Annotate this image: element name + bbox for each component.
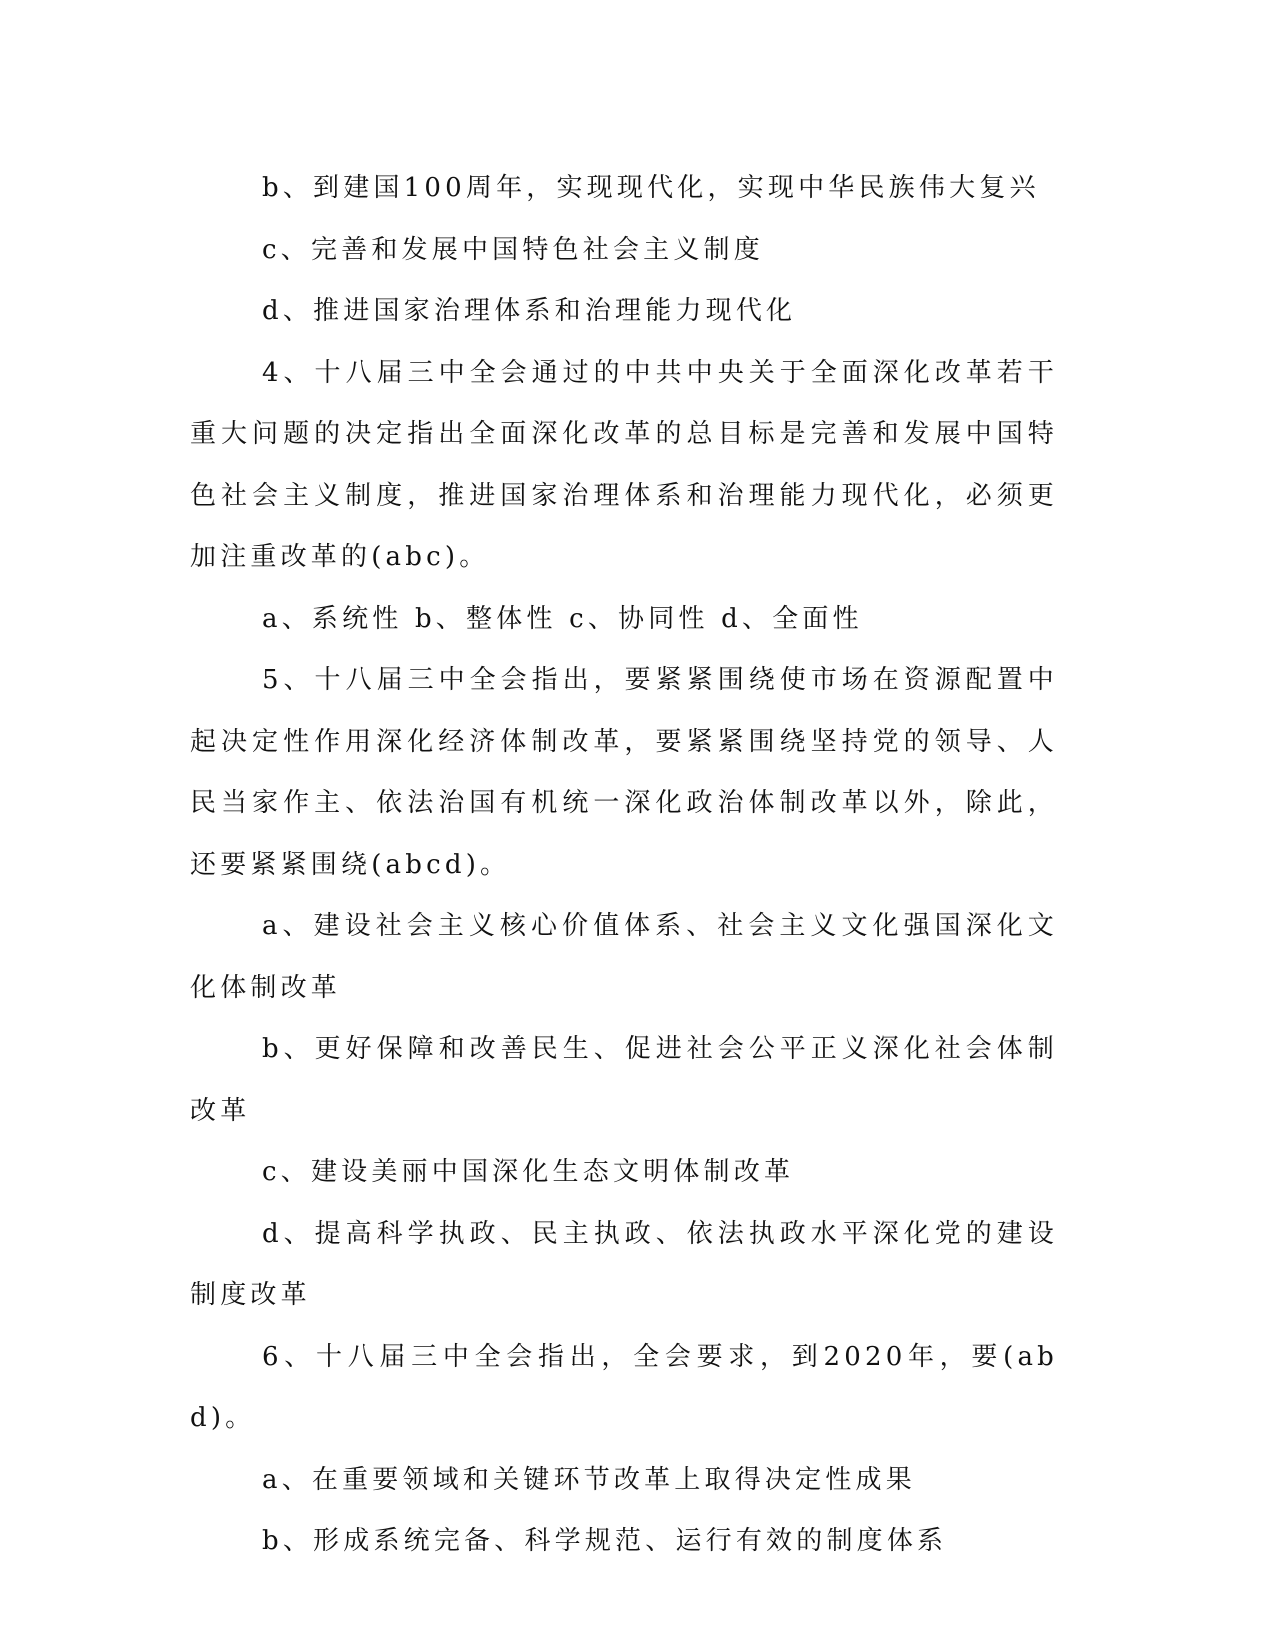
question-6-paragraph: 6、十八届三中全会指出，全会要求，到2020年，要(abd)。 (190, 1341, 1058, 1433)
question-4-paragraph: 4、十八届三中全会通过的中共中央关于全面深化改革若干重大问题的决定指出全面深化改革的总目标是完善和发展中国特色社会主义制度，推进国家治理体系和治理能力现代化，必须更加注重改革的(abc)。 (190, 357, 1058, 572)
question-5-option-d: d、提高科学执政、民主执政、依法执政水平深化党的建设制度改革 (190, 1218, 1058, 1310)
question-5-paragraph: 5、十八届三中全会指出，要紧紧围绕使市场在资源配置中起决定性作用深化经济体制改革，要紧紧围绕坚持党的领导、人民当家作主、依法治国有机统一深化政治体制改革以外，除此，还要紧紧围绕(abcd)。 (190, 665, 1058, 880)
question-6-option-b: b、形成系统完备、科学规范、运行有效的制度体系 (262, 1526, 948, 1556)
question-4-options: a、系统性 b、整体性 c、协同性 d、全面性 (262, 603, 863, 634)
option-d-paragraph: d、推进国家治理体系和治理能力现代化 (262, 296, 797, 326)
question-5-option-b: b、更好保障和改善民生、促进社会公平正义深化社会体制改革 (190, 1034, 1058, 1126)
document-body (190, 158, 1058, 1573)
option-c-paragraph: c、完善和发展中国特色社会主义制度 (262, 234, 764, 265)
question-5-option-a: a、建设社会主义核心价值体系、社会主义文化强国深化文化体制改革 (190, 911, 1058, 1003)
question-5-option-c: c、建设美丽中国深化生态文明体制改革 (262, 1157, 795, 1187)
option-b-paragraph: b、到建国100周年，实现现代化，实现中华民族伟大复兴 (262, 173, 1040, 203)
question-6-option-a: a、在重要领域和关键环节改革上取得决定性成果 (262, 1464, 916, 1495)
